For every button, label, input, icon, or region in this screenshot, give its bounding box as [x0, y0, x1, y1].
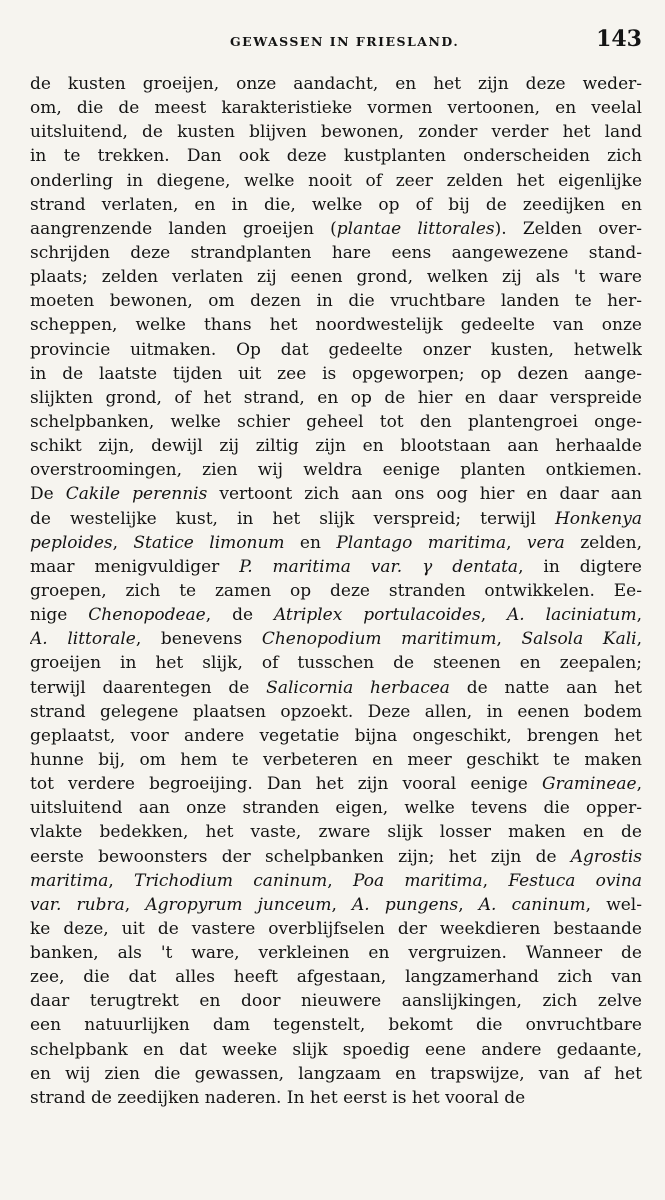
- text-line: banken, als 't ware, verkleinen en vergruizen. Wanneer de: [30, 943, 642, 964]
- text-line: peploides, Statice limonum en Plantago maritima, vera zelden,: [30, 532, 642, 553]
- text-line: slijkten grond, of het strand, en op de hier en daar verspreide: [30, 387, 642, 408]
- text-line: uitsluitend aan onze stranden eigen, welke tevens die opper-: [30, 798, 642, 819]
- text-line: De Cakile perennis vertoont zich aan ons oog hier en daar aan: [30, 484, 642, 505]
- text-line: schelpbank en dat weeke slijk spoedig eene andere gedaante,: [30, 1039, 642, 1060]
- text-line: A. littorale, benevens Chenopodium maritimum, Salsola Kali,: [30, 629, 642, 650]
- text-line: tot verdere begroeijing. Dan het zijn vooral eenige Gramineae,: [30, 774, 642, 795]
- page-header: [30, 26, 642, 62]
- text-line: terwijl daarentegen de Salicornia herbacea de natte aan het: [30, 677, 642, 698]
- text-line: in te trekken. Dan ook deze kustplanten onderscheiden zich: [30, 146, 642, 167]
- text-line: provincie uitmaken. Op dat gedeelte onzer kusten, hetwelk: [30, 339, 642, 360]
- body-text: [30, 72, 642, 1110]
- text-line: groeijen in het slijk, of tusschen de steenen en zeepalen;: [30, 653, 642, 674]
- text-line: ke deze, uit de vastere overblijfselen der weekdieren bestaande: [30, 918, 642, 939]
- text-line: strand gelegene plaatsen opzoekt. Deze allen, in eenen bodem: [30, 701, 642, 722]
- text-line: daar terugtrekt en door nieuwere aanslijkingen, zich zelve: [30, 991, 642, 1012]
- text-line: geplaatst, voor andere vegetatie bijna ongeschikt, brengen het: [30, 725, 642, 746]
- text-line: strand de zeedijken naderen. In het eerst is het vooral de: [30, 1087, 526, 1108]
- text-line: moeten bewonen, om dezen in die vruchtbare landen te her-: [30, 291, 642, 312]
- text-line: hunne bij, om hem te verbeteren en meer geschikt te maken: [30, 749, 642, 770]
- text-line: nige Chenopodeae, de Atriplex portulacoides, A. laciniatum,: [30, 605, 642, 626]
- text-line: aangrenzende landen groeijen (plantae littorales). Zelden over-: [30, 218, 642, 239]
- text-line: schelpbanken, welke schier geheel tot den plantengroei onge-: [30, 411, 642, 432]
- text-line: schrijden deze strandplanten hare eens aangewezene stand-: [30, 242, 642, 263]
- text-line: vlakte bedekken, het vaste, zware slijk losser maken en de: [30, 822, 642, 843]
- text-line: groepen, zich te zamen op deze stranden ontwikkelen. Ee-: [30, 580, 642, 601]
- text-line: uitsluitend, de kusten blijven bewonen, zonder verder het land: [30, 122, 642, 143]
- page-number: 143: [596, 26, 642, 52]
- text-line: maritima, Trichodium caninum, Poa maritima, Festuca ovina: [30, 870, 642, 891]
- text-line: schikt zijn, dewijl zij ziltig zijn en blootstaan aan herhaalde: [30, 436, 642, 457]
- text-line: de kusten groeijen, onze aandacht, en het zijn deze weder-: [30, 74, 642, 94]
- text-line: om, die de meest karakteristieke vormen vertoonen, en veelal: [30, 98, 642, 119]
- text-line: en wij zien die gewassen, langzaam en trapswijze, van af het: [30, 1063, 642, 1084]
- text-line: scheppen, welke thans het noordwestelijk gedeelte van onze: [30, 315, 642, 336]
- text-line: eerste bewoonsters der schelpbanken zijn; het zijn de Agrostis: [30, 846, 642, 867]
- text-line: plaats; zelden verlaten zij eenen grond, welken zij als 't ware: [30, 267, 642, 288]
- text-line: de westelijke kust, in het slijk verspreid; terwijl Honkenya: [30, 508, 642, 529]
- text-line: in de laatste tijden uit zee is opgeworpen; op dezen aange-: [30, 363, 642, 384]
- text-line: onderling in diegene, welke nooit of zeer zelden het eigenlijke: [30, 170, 642, 191]
- text-line: var. rubra, Agropyrum junceum, A. pungens, A. caninum, wel-: [30, 894, 642, 915]
- text-line: zee, die dat alles heeft afgestaan, langzamerhand zich van: [30, 967, 642, 988]
- text-line: een natuurlijken dam tegenstelt, bekomt die onvruchtbare: [30, 1015, 642, 1036]
- text-line: strand verlaten, en in die, welke op of bij de zeedijken en: [30, 194, 642, 215]
- text-line: maar menigvuldiger P. maritima var. γ dentata, in digtere: [30, 556, 642, 577]
- running-title: GEWASSEN IN FRIESLAND.: [230, 34, 460, 49]
- text-line: overstroomingen, zien wij weldra eenige planten ontkiemen.: [30, 460, 642, 481]
